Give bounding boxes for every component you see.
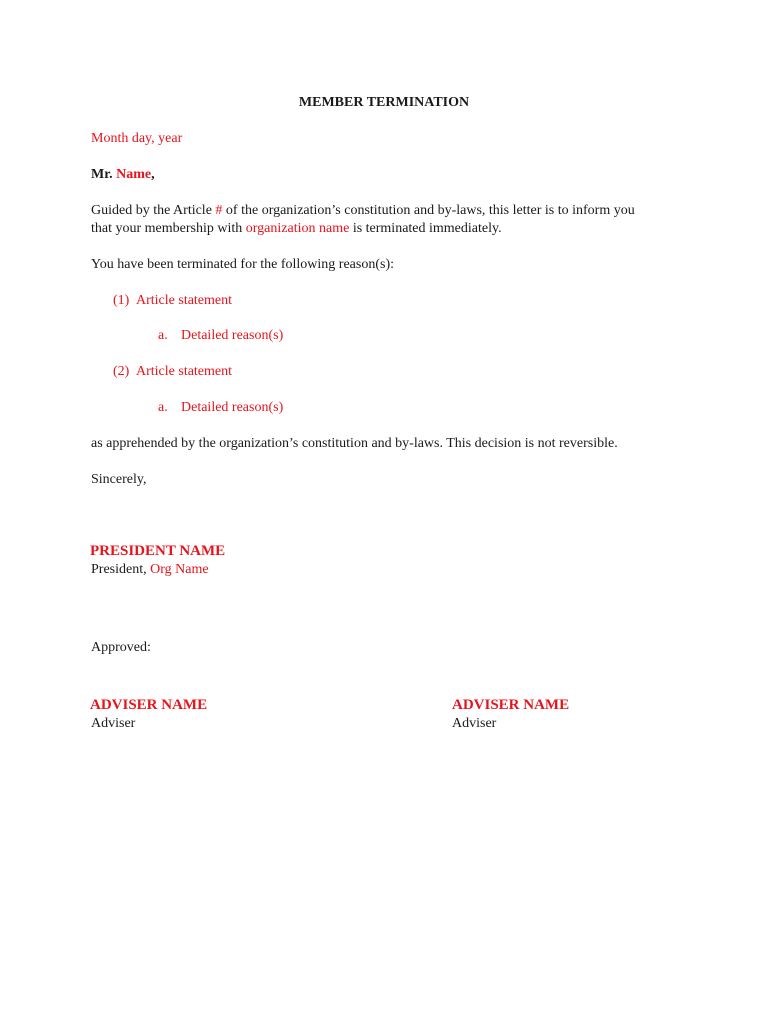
adviser-title: Adviser xyxy=(91,716,136,731)
reason-sub-text: Detailed reason(s) xyxy=(181,400,284,415)
president-name-placeholder: PRESIDENT NAME xyxy=(90,543,226,559)
reason-item xyxy=(113,364,129,380)
date-placeholder: Month day, year xyxy=(91,131,183,146)
reason-sub-marker: a. xyxy=(158,400,168,415)
sign-off: Sincerely, xyxy=(91,472,147,487)
org-name-placeholder: organization name xyxy=(245,221,350,236)
recipient-name-placeholder: Name xyxy=(116,167,152,182)
president-title-label: President, xyxy=(91,562,151,577)
reason-sub-text: Detailed reason(s) xyxy=(181,328,284,343)
paragraph1-text-a: Guided by the Article xyxy=(91,203,216,218)
paragraph1-line2 xyxy=(91,221,502,237)
reasons-intro: You have been terminated for the following reason(s): xyxy=(91,257,394,272)
salutation xyxy=(91,167,155,183)
paragraph1-text-d: is terminated immediately. xyxy=(349,221,502,236)
salutation-comma: , xyxy=(151,167,155,182)
reason-number: (2) xyxy=(113,364,130,379)
closing-paragraph: as apprehended by the organization’s constitution and by-laws. This decision is not reversible. xyxy=(91,436,618,451)
paragraph1-text-c: that your membership with xyxy=(91,221,246,236)
adviser-name-placeholder: ADVISER NAME xyxy=(452,697,570,713)
reason-sub-marker: a. xyxy=(158,328,168,343)
salutation-prefix: Mr. xyxy=(91,167,113,182)
org-name-short-placeholder: Org Name xyxy=(150,562,209,577)
reason-statement: Article statement xyxy=(136,364,233,379)
adviser-title: Adviser xyxy=(452,716,497,731)
document-title: MEMBER TERMINATION xyxy=(298,95,470,110)
president-title xyxy=(91,562,209,578)
reason-number: (1) xyxy=(113,293,130,308)
approved-label: Approved: xyxy=(91,640,151,655)
article-number-placeholder: # xyxy=(215,203,223,218)
paragraph1-text-b: of the organization’s constitution and by-laws, this letter is to inform you xyxy=(222,203,635,218)
adviser-name-placeholder: ADVISER NAME xyxy=(90,697,208,713)
reason-statement: Article statement xyxy=(136,293,233,308)
paragraph1-line1 xyxy=(91,203,635,219)
reason-item xyxy=(113,293,129,309)
